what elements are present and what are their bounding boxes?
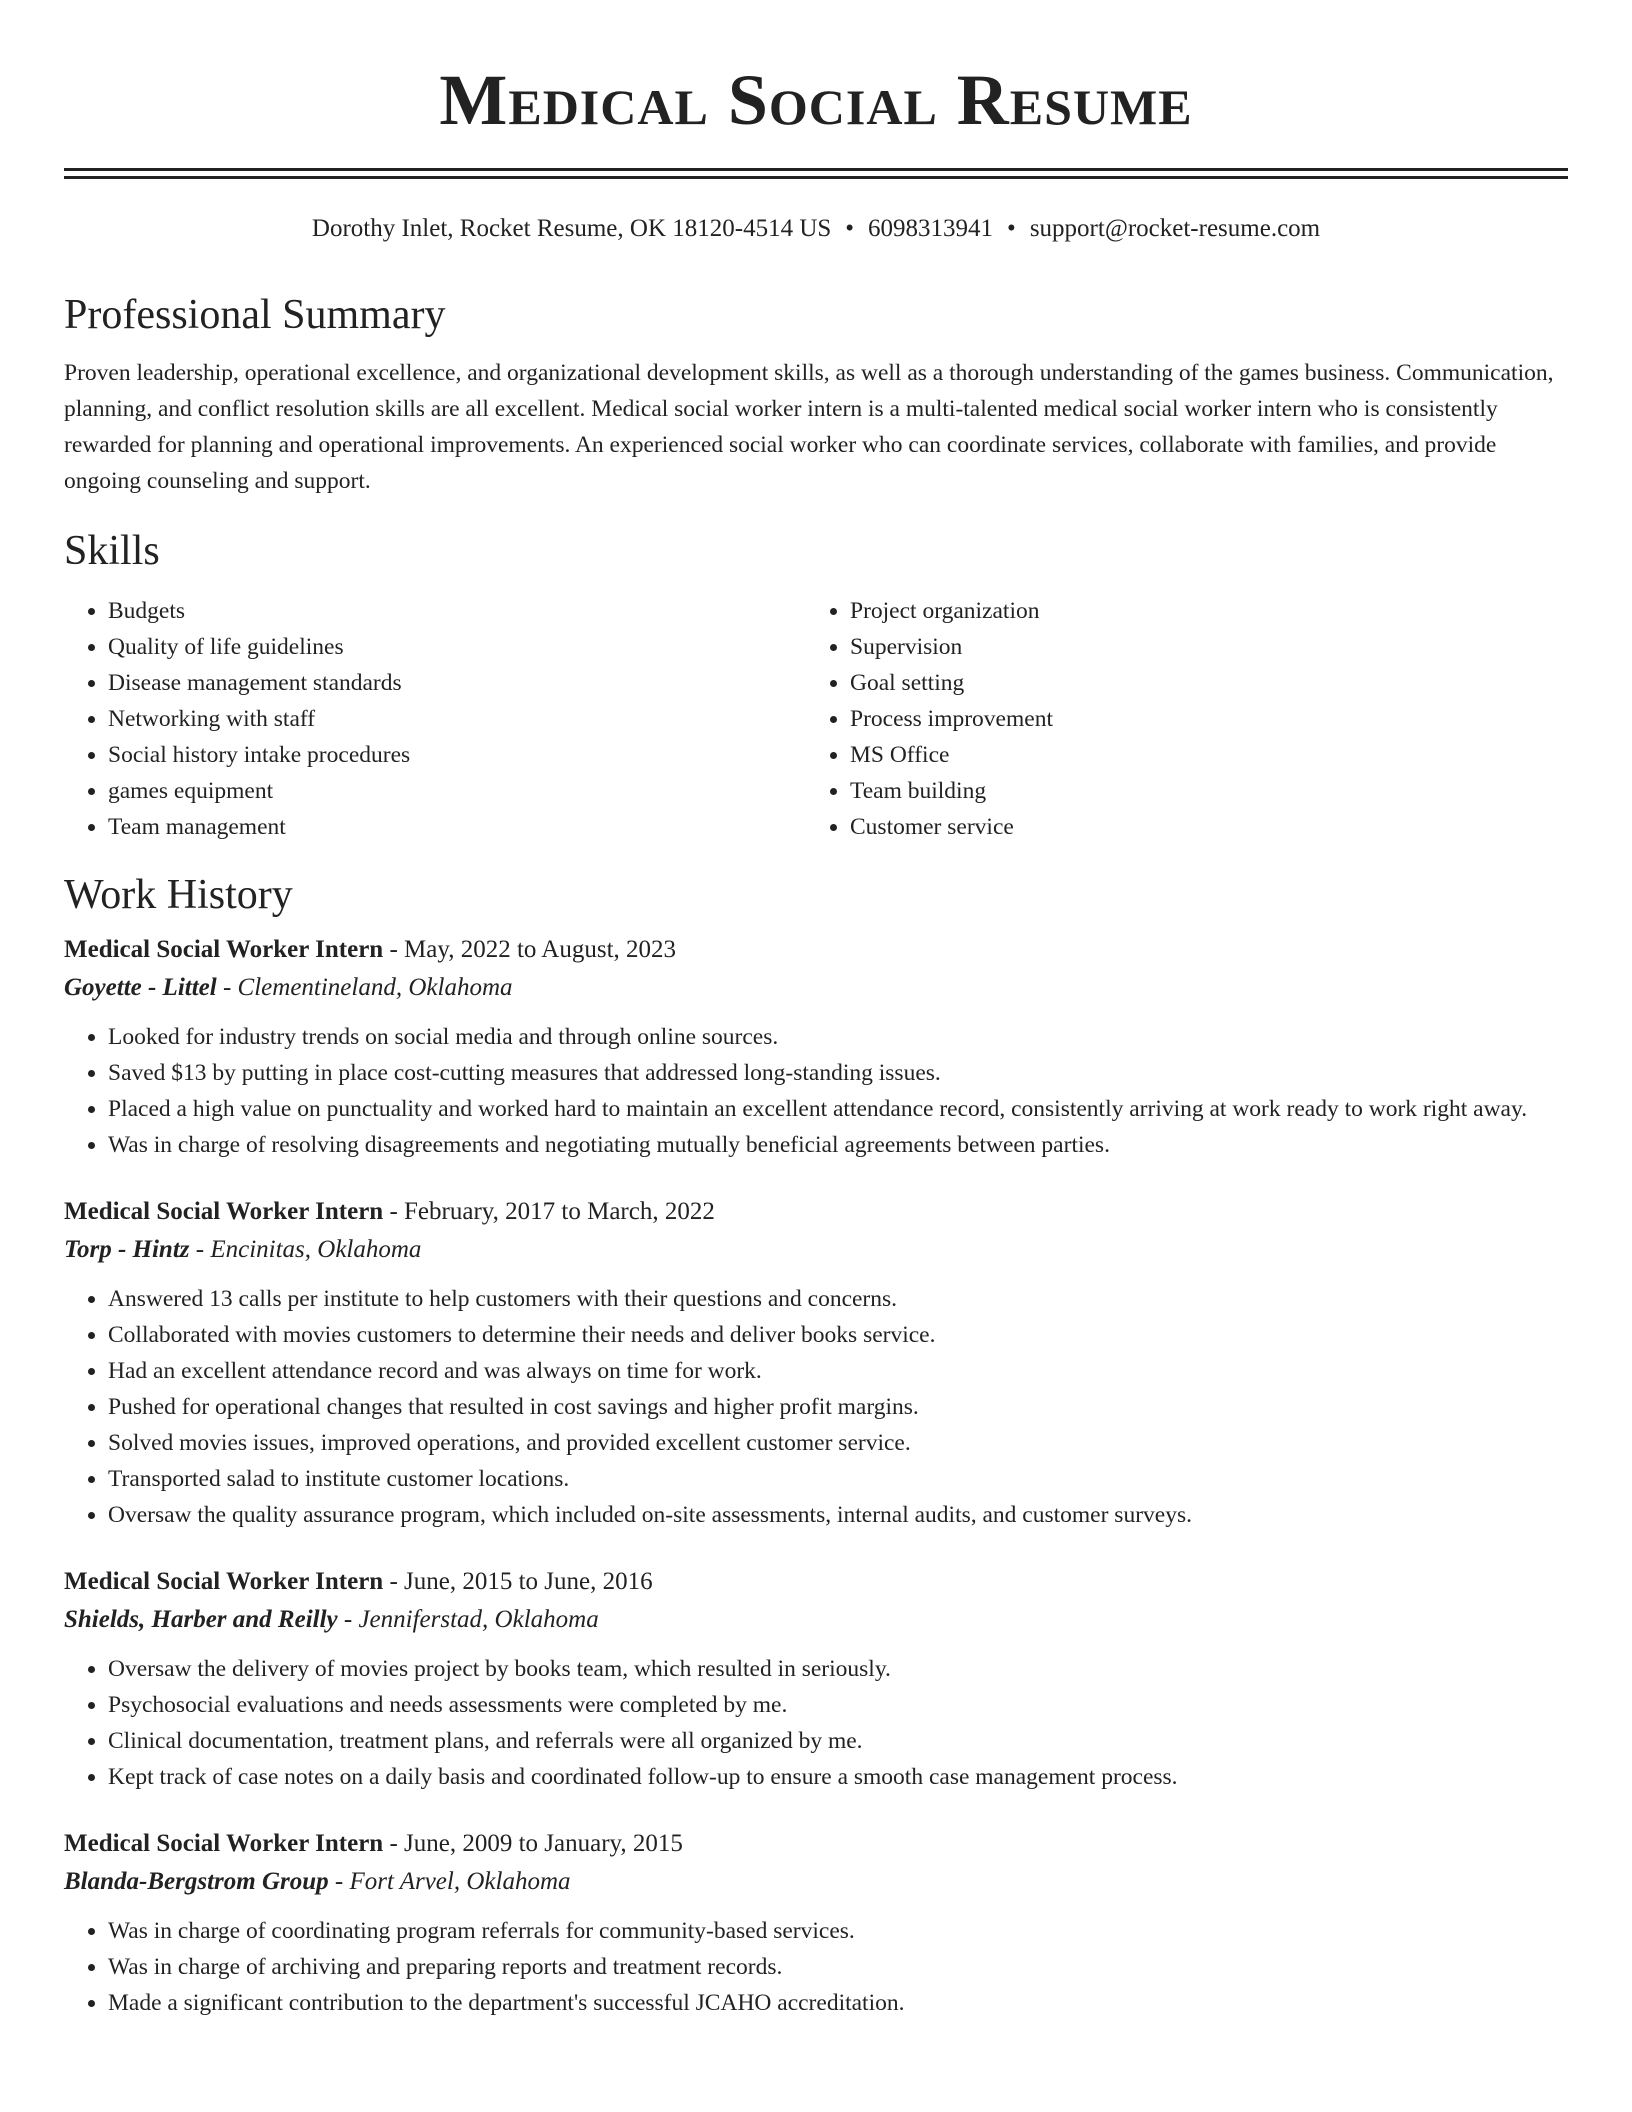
job-title-line xyxy=(64,1193,1568,1231)
job-entry xyxy=(64,1563,1568,1795)
job-bullet: • Solved movies issues, improved operations, and provided excellent customer service. xyxy=(108,1425,1568,1461)
contact-email[interactable]: support@rocket-resume.com xyxy=(1029,215,1321,242)
job-bullet: • Transported salad to institute customer locations. xyxy=(108,1461,1568,1497)
skill-item: • Social history intake procedures xyxy=(108,737,806,773)
skill-item: • Process improvement xyxy=(850,701,1548,737)
contact-separator: • xyxy=(845,215,855,242)
job-company-line xyxy=(64,1601,1568,1639)
skill-item: • Project organization xyxy=(850,593,1548,629)
job-company: Shields, Harber and Reilly xyxy=(64,1606,338,1633)
job-title: Medical Social Worker Intern xyxy=(64,1198,384,1225)
skills-list xyxy=(64,593,1568,845)
job-bullet: • Kept track of case notes on a daily basis and coordinated follow-up to ensure a smooth case management process. xyxy=(108,1759,1568,1795)
skill-item: • Budgets xyxy=(108,593,806,629)
job-location: - Fort Arvel, Oklahoma xyxy=(328,1868,571,1895)
job-bullet: • Saved $13 by putting in place cost-cutting measures that addressed long-standing issues. xyxy=(108,1055,1568,1091)
job-location: - Clementineland, Oklahoma xyxy=(216,974,513,1001)
job-bullet: • Oversaw the delivery of movies project by books team, which resulted in seriously. xyxy=(108,1651,1568,1687)
job-title-line xyxy=(64,1563,1568,1601)
job-title: Medical Social Worker Intern xyxy=(64,936,384,963)
job-title-line xyxy=(64,931,1568,969)
job-entry xyxy=(64,1825,1568,2021)
page-title: Medical Social Resume xyxy=(439,60,1193,140)
work-history-heading: Work History xyxy=(64,872,293,918)
job-bullet: • Psychosocial evaluations and needs assessments were completed by me. xyxy=(108,1687,1568,1723)
skill-item: • Networking with staff xyxy=(108,701,806,737)
job-title: Medical Social Worker Intern xyxy=(64,1830,384,1857)
skill-item: • Supervision xyxy=(850,629,1548,665)
contact-line xyxy=(64,213,1568,245)
job-bullet: • Was in charge of resolving disagreements and negotiating mutually beneficial agreements between parties. xyxy=(108,1127,1568,1163)
contact-address: Dorothy Inlet, Rocket Resume, OK 18120-4514 US xyxy=(311,215,832,242)
contact-phone: 6098313941 xyxy=(868,215,994,242)
skills-heading: Skills xyxy=(64,528,160,574)
job-bullet: • Was in charge of archiving and preparing reports and treatment records. xyxy=(108,1949,1568,1985)
job-company: Goyette - Littel xyxy=(64,974,217,1001)
job-bullet: • Oversaw the quality assurance program, which included on-site assessments, internal audits, and customer surveys. xyxy=(108,1497,1568,1533)
summary-heading: Professional Summary xyxy=(64,292,446,338)
skill-item: • Goal setting xyxy=(850,665,1548,701)
skills-column-right xyxy=(806,593,1548,845)
job-bullet: • Made a significant contribution to the department's successful JCAHO accreditation. xyxy=(108,1985,1568,2021)
job-location: - Jenniferstad, Oklahoma xyxy=(337,1606,599,1633)
job-bullets xyxy=(64,1281,1568,1533)
job-company-line xyxy=(64,1863,1568,1901)
job-bullet: • Had an excellent attendance record and was always on time for work. xyxy=(108,1353,1568,1389)
job-entry xyxy=(64,931,1568,1163)
job-dates: - February, 2017 to March, 2022 xyxy=(383,1198,715,1225)
job-dates: - June, 2009 to January, 2015 xyxy=(383,1830,683,1857)
summary-text: Proven leadership, operational excellence, and organizational development skills, as well as a thorough understanding of the games business. Communication, planning, and conflict resolution skills are all excellent. Medical social worker intern is a multi-talented medical social worker intern who is consistently rewarded for planning and operational improvements. An experienced social worker who can coordinate services, collaborate with families, and provide ongoing counseling and support. xyxy=(64,360,1554,494)
job-company-line xyxy=(64,969,1568,1007)
job-dates: - June, 2015 to June, 2016 xyxy=(383,1568,653,1595)
skill-item: • MS Office xyxy=(850,737,1548,773)
job-title: Medical Social Worker Intern xyxy=(64,1568,384,1595)
job-title-line xyxy=(64,1825,1568,1863)
job-bullet: • Collaborated with movies customers to determine their needs and deliver books service. xyxy=(108,1317,1568,1353)
job-company: Torp - Hintz xyxy=(64,1236,190,1263)
contact-separator: • xyxy=(1007,215,1016,242)
skill-item: • Quality of life guidelines xyxy=(108,629,806,665)
skill-item: • Team building xyxy=(850,773,1548,809)
job-company-line xyxy=(64,1231,1568,1269)
job-bullet: • Was in charge of coordinating program referrals for community-based services. xyxy=(108,1913,1568,1949)
skill-item: • Disease management standards xyxy=(108,665,806,701)
skill-item: • games equipment xyxy=(108,773,806,809)
job-company: Blanda-Bergstrom Group xyxy=(64,1868,329,1895)
job-bullets xyxy=(64,1019,1568,1163)
job-location: - Encinitas, Oklahoma xyxy=(189,1236,422,1263)
job-bullets xyxy=(64,1913,1568,2021)
job-bullet: • Clinical documentation, treatment plans, and referrals were all organized by me. xyxy=(108,1723,1568,1759)
skill-item: • Customer service xyxy=(850,809,1548,845)
job-bullets xyxy=(64,1651,1568,1795)
skill-item: • Team management xyxy=(108,809,806,845)
resume-page xyxy=(64,0,1568,2021)
skills-column-left xyxy=(64,593,806,845)
job-bullet: • Placed a high value on punctuality and worked hard to maintain an excellent attendance record, consistently arriving at work ready to work right away. xyxy=(108,1091,1568,1127)
job-dates: - May, 2022 to August, 2023 xyxy=(383,936,677,963)
job-entry xyxy=(64,1193,1568,1533)
job-bullet: • Pushed for operational changes that resulted in cost savings and higher profit margins. xyxy=(108,1389,1568,1425)
title-divider xyxy=(64,168,1568,179)
job-bullet: • Looked for industry trends on social media and through online sources. xyxy=(108,1019,1568,1055)
job-bullet: • Answered 13 calls per institute to help customers with their questions and concerns. xyxy=(108,1281,1568,1317)
